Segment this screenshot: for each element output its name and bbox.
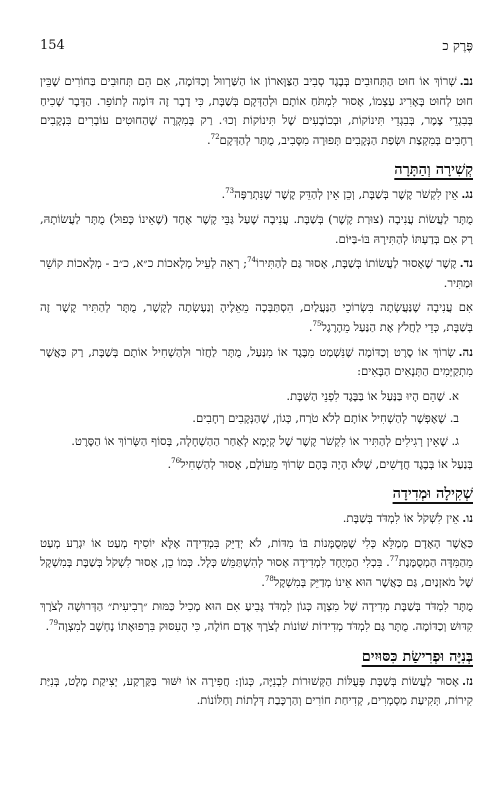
footnote-marker: 77 xyxy=(389,555,399,564)
paragraph-tail: . xyxy=(206,132,211,147)
paragraph-55 xyxy=(40,343,473,382)
footnote-marker: 76 xyxy=(171,456,181,465)
paragraph-label: נז. xyxy=(461,673,473,688)
paragraph-text: אִם עֲנִיבָה שֶׁנַּעֲשְׂתָה בִּשְׂרוֹכֵי הַנַּעֲלַיִם, הִסְתַּבְּכָה מֵאֵלֶיהָ וְנַעֶשְׂתָה לְקֶשֶׁר, מֻתָּר לְהַתִּיר קֶשֶׁר זֶה בְּשַׁבָּת, כְּדֵי לַחֲלֹץ אֶת הַנַּעַל מֵהָרֶגֶל xyxy=(40,300,473,334)
section-heading-weighing: שְׁקִילָה וּמְדִידָה xyxy=(392,485,473,503)
paragraph-tail: . בִּכְלִי הַמְיֻחָד לִמְדִידָה אָסוּר לְהִשְׁתַּמֵּשׁ כְּלָל. כְּמוֹ כֵן, אָסוּר לִשְׁקֹל בְּשַׁבָּת בְּמִשְׁקָל שֶׁל מֹאזְנַיִם, גַּם כַּאֲשֶׁר הוּא אֵינוֹ מְדַיֵּק בְּמִשְׁקָל xyxy=(40,555,473,589)
paragraph-54 xyxy=(40,254,473,293)
footnote-marker: 72 xyxy=(210,132,220,141)
chapter-title: פֶּרֶק כ xyxy=(442,39,473,54)
paragraph-54-continued xyxy=(40,298,473,337)
paragraph-text: מֻתָּר לִמְדֹּד בְּשַׁבָּת מְדִידָה שֶׁל מִצְוָה כְּגוֹן לִמְדֹּד גָּבִיעַ אִם הוּא מָכִיל כַּמּוּת ״רְבִיעִית״ הַדְּרוּשָׁה לְצֹרֶךְ קִדּוּשׁ וְכַדּוֹמֶה. מֻתָּר גַּם לִמְדֹּד מְדִידוֹת שׁוֹנוֹת לְצֹרֶךְ אָדָם חוֹלֶה, כִּי הָעִסּוּק בִּרְפוּאָתוֹ נֶחְשָׁב לְמִצְוָה xyxy=(40,599,473,634)
paragraph-text: אֵין לִשְׁקֹל אוֹ לִמְדֹּד בְּשַׁבָּת. xyxy=(342,511,460,526)
paragraph-text: מֻתָּר לַעֲשׂוֹת עֲנִיבָה (צוּרַת קֶשֶׁר) בְּשַׁבָּת. עֲנִיבָה שֶׁעַל גַּבֵּי קֶשֶׁר אֶחָד (שֶׁאֵינוֹ כָּפוּל) מֻתָּר לַעֲשׂוֹתָהּ, רַק אִם בְּדַעְתּוֹ לְהַתִּירָהּ בּוֹ-בַּיּוֹם. xyxy=(40,211,473,246)
footnote-marker: 79 xyxy=(49,619,59,628)
paragraph-tail: . xyxy=(221,187,226,202)
page-content xyxy=(40,72,473,716)
paragraph-text: אֵין לִקְשֹׁר קֶשֶׁר בְּשַׁבָּת, וְכֵן אֵין לְהַדֵּק קֶשֶׁר שֶׁנִּתְרַפָּה xyxy=(234,187,459,202)
paragraph-text: שְׂרוֹךְ אוֹ סֶרֶט וְכַדּוֹמֶה שֶׁנִּשְׁמַט מִבֶּגֶד אוֹ מִנַּעַל, מֻתָּר לַחֲזֹר וּלְהַשְׁחִיל אוֹתָם בְּשַׁבָּת, רַק כַּאֲשֶׁר מִתְקַיְּמִים הַתְּנָאִים הַבָּאִים: xyxy=(40,344,473,379)
paragraph-tail: . xyxy=(45,619,50,634)
paragraph-label: נו. xyxy=(462,511,473,526)
paragraph-53 xyxy=(40,185,473,205)
footnote-marker: 78 xyxy=(264,575,274,584)
paragraph-56-continued: כַּאֲשֶׁר הָאָדָם מְמַלֵּא כְּלִי שֶׁמְּסֻמָּנוֹת בּוֹ מִדּוֹת, לֹא יְדַיֵּק בִּמְדִידָה אֶלָּא יוֹסִיף מְעַט אוֹ יִגְרַע מְעַט מֵהַמִּדָּה הַמְסֻמֶּנֶת$^{77}$. בִּכְלִי הַמְיֻחָד לִמְדִידָה אָסוּר לְהִשְׁתַּמֵּשׁ כְּלָל. כְּמוֹ כֵן, אָסוּר לִשְׁקֹל בְּשַׁבָּת בְּמִשְׁקָל שֶׁל מֹאזְנַיִם, גַּם כַּאֲשֶׁר הוּא אֵינוֹ מְדַיֵּק בְּמִשְׁקָל$^{78}$. xyxy=(40,535,474,589)
paragraph-label: נה. xyxy=(458,344,473,359)
paragraph-53-continued xyxy=(40,210,473,249)
conditions-list xyxy=(40,387,473,452)
paragraph-56 xyxy=(40,509,473,529)
paragraph-52 xyxy=(40,72,473,150)
footnote-marker: 75 xyxy=(312,320,322,329)
page-header xyxy=(40,38,473,58)
list-item: א. שֶׁהֵם הָיוּ בַּנַּעַל אוֹ בַּבֶּגֶד לִפְנֵי הַשַּׁבָּת. xyxy=(286,388,459,403)
paragraph-tail: ; רְאֵה לְעֵיל מְלָאכוֹת כ״א, כ״ב - מְלָאכוֹת קוֹשֵׁר וּמַתִּיר. xyxy=(40,256,473,290)
section-heading-building: בְּנִיָּה וּפְרִישַׂת כִּסּוּיִים xyxy=(361,647,473,665)
paragraph-label: נב. xyxy=(459,74,473,88)
footnote-marker: 73 xyxy=(225,187,235,196)
list-item: ב. שֶׁאֶפְשָׁר לְהַשְׁחִיל אוֹתָם לְלֹא טֹרַח, כְּגוֹן, שֶׁהַנְּקָבִים רְחָבִים. xyxy=(192,411,459,426)
paragraph-text: שְׁרוֹךְ אוֹ חוּט הַתְּחוּבִים בְּבֶגֶד סְבִיב הַצַּוָּארוֹן אוֹ הַשַּׁרְווּל וְכַדּוֹמֶה, אִם הֵם תְּחוּבִים בַּחוֹרִים שֶׁבֵּין חוּט לְחוּט בָּאָרִיג עַצְמוֹ, אָסוּר לִמְתֹּחַ אוֹתָם וּלְהַדְּקָם בְּשַׁבָּת, כִּי דָבָר זֶה דּוֹמֶה לְתוֹפֵר. הַדָּבָר שָׁכִיחַ בְּבִגְדֵי צֶמֶר, בְּבִגְדֵי תִּינוֹקוֹת, וּבְכוֹבָעִים שֶׁל תִּינוֹקוֹת וְכוּ׳. רַק בְּמִקְרֶה שֶׁהַחוּטִים עוֹבְרִים בִּנְקָבִים רְחָבִים בְּמִקְצַת וּשְׂפַת הַנְּקָבִים תְּפוּרָה מִסָּבִיב, מֻתָּר לְהַדְּקָם xyxy=(40,74,473,147)
footnote-marker: 74 xyxy=(247,256,256,265)
paragraph-label: נד. xyxy=(459,256,473,271)
page-number: 154 xyxy=(40,38,65,53)
paragraph-56-mitzvah xyxy=(40,597,473,636)
list-item: ג. שֶׁאֵין רְגִילִים לְהַתִּיר אוֹ לִקְשֹׁר קֶשֶׁר שֶׁל קְיָמָא לְאַחַר הַהַשְׁחָלָה, בְּסוֹף הַשְּׂרוֹךְ אוֹ הַסֶּרֶט. xyxy=(71,433,459,448)
paragraph-55-continued xyxy=(40,455,473,475)
paragraph-text: קֶשֶׁר שֶׁאָסוּר לַעֲשׂוֹתוֹ בְּשַׁבָּת, אָסוּר גַּם לְהַתִּירוֹ xyxy=(256,256,457,271)
paragraph-text: כַּאֲשֶׁר הָאָדָם מְמַלֵּא כְּלִי שֶׁמְּסֻמָּנוֹת בּוֹ מִדּוֹת, לֹא יְדַיֵּק בִּמְדִידָה אֶלָּא יוֹסִיף מְעַט אוֹ יִגְרַע מְעַט מֵהַמִּדָּה הַמְסֻמֶּנֶת xyxy=(40,535,474,570)
paragraph-57 xyxy=(40,672,473,711)
paragraph-text: אָסוּר לַעֲשׂוֹת בְּשַׁבָּת פְּעֻלּוֹת הַקְּשׁוּרוֹת לִבְנִיָּה, כְּגוֹן: חֲפִירָה אוֹ יִשּׁוּר בַּקַּרְקַע, יְצִיקַת מֶלֶט, בְּנִיַּת קִירוֹת, תְּקִיעַת מַסְמְרִים, קְדִיחַת חוֹרִים וְהַרְכָּבַת דְּלָתוֹת וְחַלּוֹנוֹת. xyxy=(40,673,473,708)
paragraph-label: נג. xyxy=(461,187,473,202)
section-heading-tying: קְשִׁירָה וְהַתָּרָה xyxy=(394,161,473,179)
paragraph-tail: . xyxy=(308,319,313,334)
paragraph-tail: . xyxy=(167,456,172,471)
paragraph-text: בְּנַעַל אוֹ בְּבֶגֶד חֲדָשִׁים, שֶׁלֹּא הָיָה בָּהֶם שְׂרוֹךְ מֵעוֹלָם, אָסוּר לְהַשְׁחִיל xyxy=(180,456,473,471)
